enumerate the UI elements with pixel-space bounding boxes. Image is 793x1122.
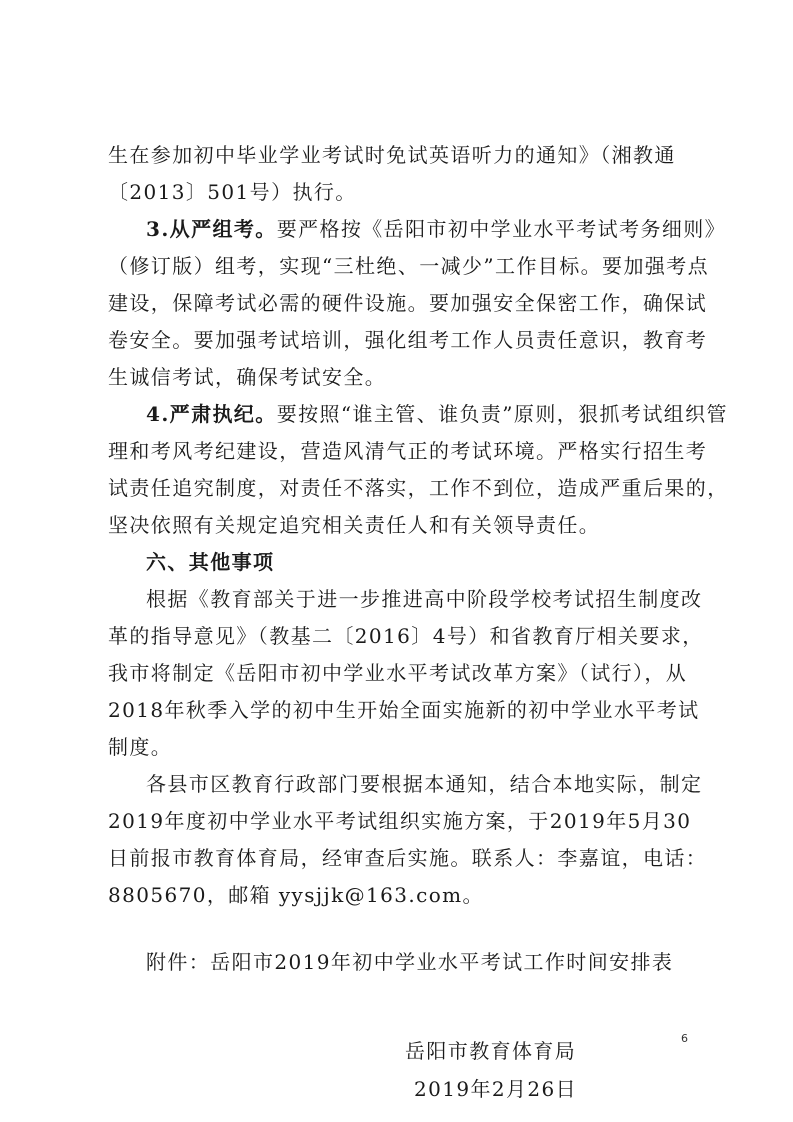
body-line: 卷安全。要加强考试培训，强化组考工作人员责任意识，教育考 [108, 328, 708, 352]
heading-strict-discipline: 4.严肃执纪。 [146, 402, 277, 426]
body-line: 试责任追究制度，对责任不落实，工作不到位，造成严重后果的， [108, 476, 729, 500]
body-line: 根据《教育部关于进一步推进高中阶段学校考试招生制度改 [146, 587, 703, 611]
heading-strict-organization: 3.从严组考。 [146, 217, 277, 241]
body-text: 要按照“谁主管、谁负责”原则，狠抓考试组织管 [276, 402, 728, 426]
body-line: 建设，保障考试必需的硬件设施。要加强安全保密工作，确保试 [108, 291, 708, 315]
signature-organization: 岳阳市教育体育局 [405, 1039, 577, 1063]
signature-date: 2019年2月26日 [414, 1077, 578, 1101]
body-line: 理和考风考纪建设，营造风清气正的考试环境。严格实行招生考 [108, 439, 708, 463]
body-line: （修订版）组考，实现“三杜绝、一减少”工作目标。要加强考点 [108, 254, 710, 278]
attachment-line: 附件：岳阳市2019年初中学业水平考试工作时间安排表 [146, 950, 674, 974]
body-line: 生在参加初中毕业学业考试时免试英语听力的通知》（湘教通 [108, 143, 676, 167]
body-line: 2019年度初中学业水平考试组织实施方案，于2019年5月30 [108, 809, 692, 833]
body-line: 我市将制定《岳阳市初中学业水平考试改革方案》（试行），从 [108, 661, 688, 685]
contact-line: 8805670，邮箱 yysjjk@163.com。 [108, 883, 484, 907]
page-number: 6 [681, 1032, 688, 1045]
body-line: 革的指导意见》（教基二〔2016〕4号）和省教育厅相关要求， [108, 624, 704, 648]
body-line: 生诚信考试，确保考试安全。 [108, 365, 387, 389]
body-text: 要严格按《岳阳市初中学业水平考试考务细则》 [276, 217, 727, 241]
body-line: 各县市区教育行政部门要根据本通知，结合本地实际，制定 [146, 772, 703, 796]
body-line: 坚决依照有关规定追究相关责任人和有关领导责任。 [108, 513, 601, 537]
body-line: 日前报市教育体育局，经审查后实施。联系人：李嘉谊，电话： [108, 846, 708, 870]
paragraph-strict-organization [146, 214, 726, 244]
body-line: 制度。 [108, 735, 173, 759]
section-heading-other-matters: 六、其他事项 [146, 550, 275, 574]
body-line: 2018年秋季入学的初中生开始全面实施新的初中学业水平考试 [108, 698, 700, 722]
paragraph-strict-discipline [146, 399, 728, 429]
body-line: 〔2013〕501号）执行。 [108, 180, 357, 204]
